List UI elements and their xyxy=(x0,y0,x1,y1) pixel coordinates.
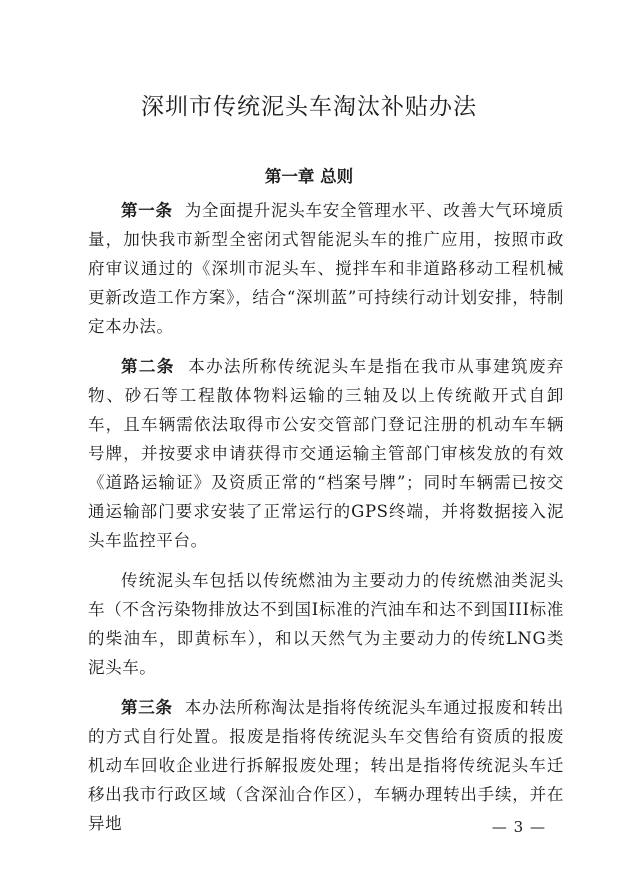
page-number: — 3 — xyxy=(491,818,546,836)
article-1-label: 第一条 xyxy=(121,201,173,220)
article-2-continuation-paragraph xyxy=(88,566,564,682)
article-1-paragraph xyxy=(88,196,564,341)
article-2-text: 本办法所称传统泥头车是指在我市从事建筑废弃物、砂石等工程散体物料运输的三轴及以上传统敞开式自卸车，且车辆需依法取得市公安交管部门登记注册的机动车车辆号牌，并按要求申请获得市交通运输主管部门审核发放的有效《道路运输证》及资质正常的“档案号牌”；同时车辆需已按交通运输部门要求安装了正常运行的GPS终端，并将数据接入泥头车监控平台。 xyxy=(88,357,564,550)
article-3-text: 本办法所称淘汰是指将传统泥头车通过报废和转出的方式自行处置。报废是指将传统泥头车交售给有资质的报废机动车回收企业进行拆解报废处理；转出是指将传统泥头车迁移出我市行政区域（含深汕合作区），车辆办理转出手续，并在异地 xyxy=(88,698,564,833)
article-3-label: 第三条 xyxy=(121,698,173,717)
article-2-paragraph xyxy=(88,352,564,555)
article-2-label: 第二条 xyxy=(121,357,175,376)
chapter-heading: 第一章 总则 xyxy=(264,167,354,186)
document-body xyxy=(88,196,564,838)
article-1-text: 为全面提升泥头车安全管理水平、改善大气环境质量，加快我市新型全密闭式智能泥头车的推广应用，按照市政府审议通过的《深圳市泥头车、搅拌车和非道路移动工程机械更新改造工作方案》，结合“深圳蓝”可持续行动计划安排，特制定本办法。 xyxy=(88,201,564,336)
article-3-paragraph xyxy=(88,693,564,838)
document-title: 深圳市传统泥头车淘汰补贴办法 xyxy=(141,94,477,120)
article-2-continuation-text: 传统泥头车包括以传统燃油为主要动力的传统燃油类泥头车（不含污染物排放达不到国Ⅰ标准的汽油车和达不到国III标准的柴油车，即黄标车），和以天然气为主要动力的传统LNG类泥头车。 xyxy=(88,571,564,677)
